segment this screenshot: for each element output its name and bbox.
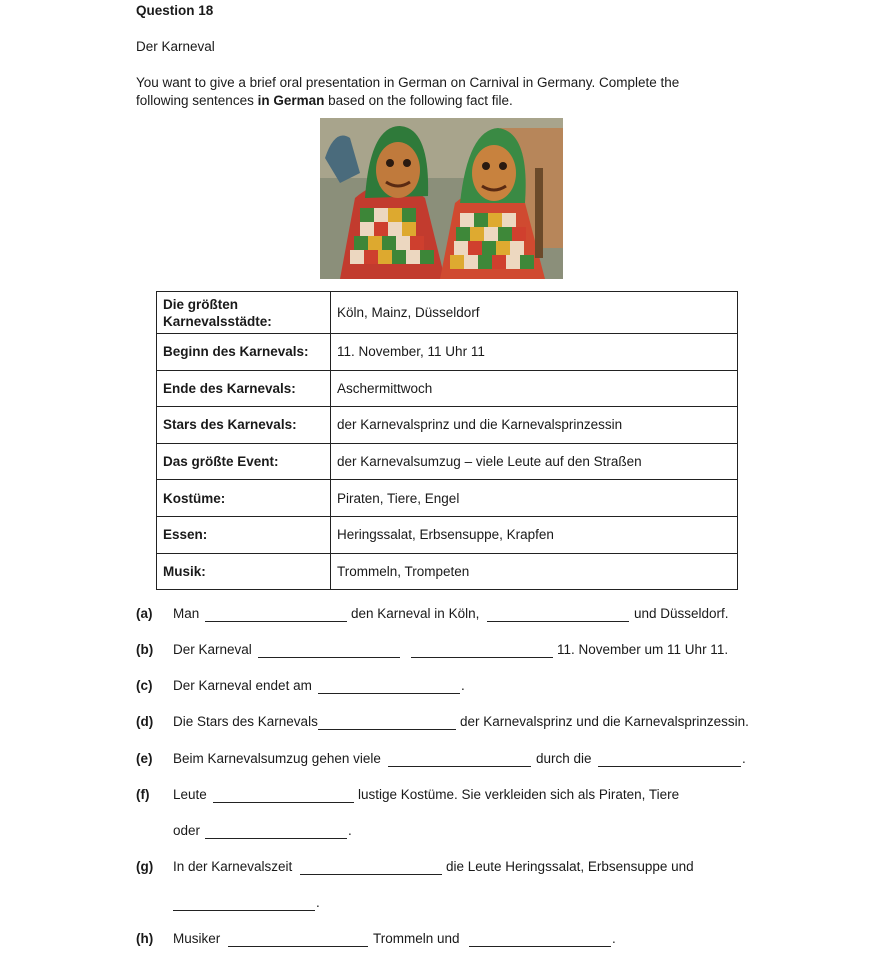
question-b-text-2: 11. November um 11 Uhr 11. xyxy=(557,642,729,657)
question-e-text-3: . xyxy=(742,751,746,766)
fact-value: Heringssalat, Erbsensuppe, Krapfen xyxy=(331,516,738,553)
question-h-text-2: Trommeln und xyxy=(373,931,460,946)
fact-key: Die größten Karnevalsstädte: xyxy=(157,292,331,334)
fact-value: Köln, Mainz, Düsseldorf xyxy=(331,292,738,334)
fact-value: der Karnevalsprinz und die Karnevalsprinzessin xyxy=(331,407,738,444)
question-g-text-3: . xyxy=(316,895,320,910)
carnival-photo xyxy=(320,118,563,279)
table-row xyxy=(157,480,738,517)
answer-blank-a2[interactable] xyxy=(487,621,629,622)
fact-value: Trommeln, Trompeten xyxy=(331,553,738,590)
question-e-text-2: durch die xyxy=(536,751,592,766)
question-f-text-3: oder xyxy=(173,823,201,838)
topic-title: Der Karneval xyxy=(136,39,215,54)
question-h-label: (h) xyxy=(136,931,154,946)
question-e-text-1: Beim Karnevalsumzug gehen viele xyxy=(173,751,381,766)
answer-blank-h1[interactable] xyxy=(228,946,368,947)
table-row xyxy=(157,292,738,334)
fact-key: Stars des Karnevals: xyxy=(157,407,331,444)
answer-blank-f1[interactable] xyxy=(213,802,354,803)
question-b-text-1: Der Karneval xyxy=(173,642,252,657)
fact-key: Das größte Event: xyxy=(157,443,331,480)
table-row xyxy=(157,370,738,407)
instruction-line-1: You want to give a brief oral presentation in German on Carnival in Germany. Complete the xyxy=(136,75,680,90)
question-f-label: (f) xyxy=(136,787,150,802)
question-f-text-4: . xyxy=(348,823,352,838)
fact-key: Musik: xyxy=(157,553,331,590)
question-c-text-1: Der Karneval endet am xyxy=(173,678,312,693)
instruction-text-end: based on the following fact file. xyxy=(324,93,513,108)
fact-value: Piraten, Tiere, Engel xyxy=(331,480,738,517)
answer-blank-b1[interactable] xyxy=(258,657,400,658)
fact-key: Beginn des Karnevals: xyxy=(157,334,331,371)
instruction-emphasis: in German xyxy=(257,93,325,108)
answer-blank-e1[interactable] xyxy=(388,766,531,767)
table-row xyxy=(157,553,738,590)
question-a-text-2: den Karneval in Köln, xyxy=(351,606,480,621)
question-c-text-2: . xyxy=(461,678,465,693)
fact-value: 11. November, 11 Uhr 11 xyxy=(331,334,738,371)
answer-blank-c1[interactable] xyxy=(318,693,460,694)
answer-blank-b2[interactable] xyxy=(411,657,553,658)
question-g-label: (g) xyxy=(136,859,154,874)
answer-blank-g2[interactable] xyxy=(173,910,315,911)
instruction-line-2 xyxy=(136,93,513,108)
question-d-text-1: Die Stars des Karnevals xyxy=(173,714,318,729)
answer-blank-d1[interactable] xyxy=(318,729,456,730)
question-f-text-1: Leute xyxy=(173,787,207,802)
answer-blank-g1[interactable] xyxy=(300,874,442,875)
table-row xyxy=(157,334,738,371)
fact-key: Ende des Karnevals: xyxy=(157,370,331,407)
question-f-text-2: lustige Kostüme. Sie verkleiden sich als Piraten, Tiere xyxy=(358,787,680,802)
question-number: Question 18 xyxy=(136,3,214,18)
question-h-text-3: . xyxy=(612,931,616,946)
question-a-text-1: Man xyxy=(173,606,200,621)
question-a-text-3: und Düsseldorf. xyxy=(634,606,729,621)
answer-blank-f2[interactable] xyxy=(205,838,347,839)
question-d-text-2: der Karnevalsprinz und die Karnevalsprinzessin. xyxy=(460,714,749,729)
table-row xyxy=(157,407,738,444)
answer-blank-h2[interactable] xyxy=(469,946,611,947)
answer-blank-a1[interactable] xyxy=(205,621,347,622)
fact-key: Kostüme: xyxy=(157,480,331,517)
question-e-label: (e) xyxy=(136,751,153,766)
question-c-label: (c) xyxy=(136,678,153,693)
fact-value: Aschermittwoch xyxy=(331,370,738,407)
question-h-text-1: Musiker xyxy=(173,931,221,946)
fact-key: Essen: xyxy=(157,516,331,553)
table-row xyxy=(157,443,738,480)
question-g-text-1: In der Karnevalszeit xyxy=(173,859,293,874)
table-row xyxy=(157,516,738,553)
question-d-label: (d) xyxy=(136,714,154,729)
fact-file-table xyxy=(156,291,738,590)
question-b-label: (b) xyxy=(136,642,154,657)
fact-value: der Karnevalsumzug – viele Leute auf den Straßen xyxy=(331,443,738,480)
question-a-label: (a) xyxy=(136,606,153,621)
question-g-text-2: die Leute Heringssalat, Erbsensuppe und xyxy=(446,859,694,874)
answer-blank-e2[interactable] xyxy=(598,766,741,767)
instruction-text: following sentences xyxy=(136,93,258,108)
